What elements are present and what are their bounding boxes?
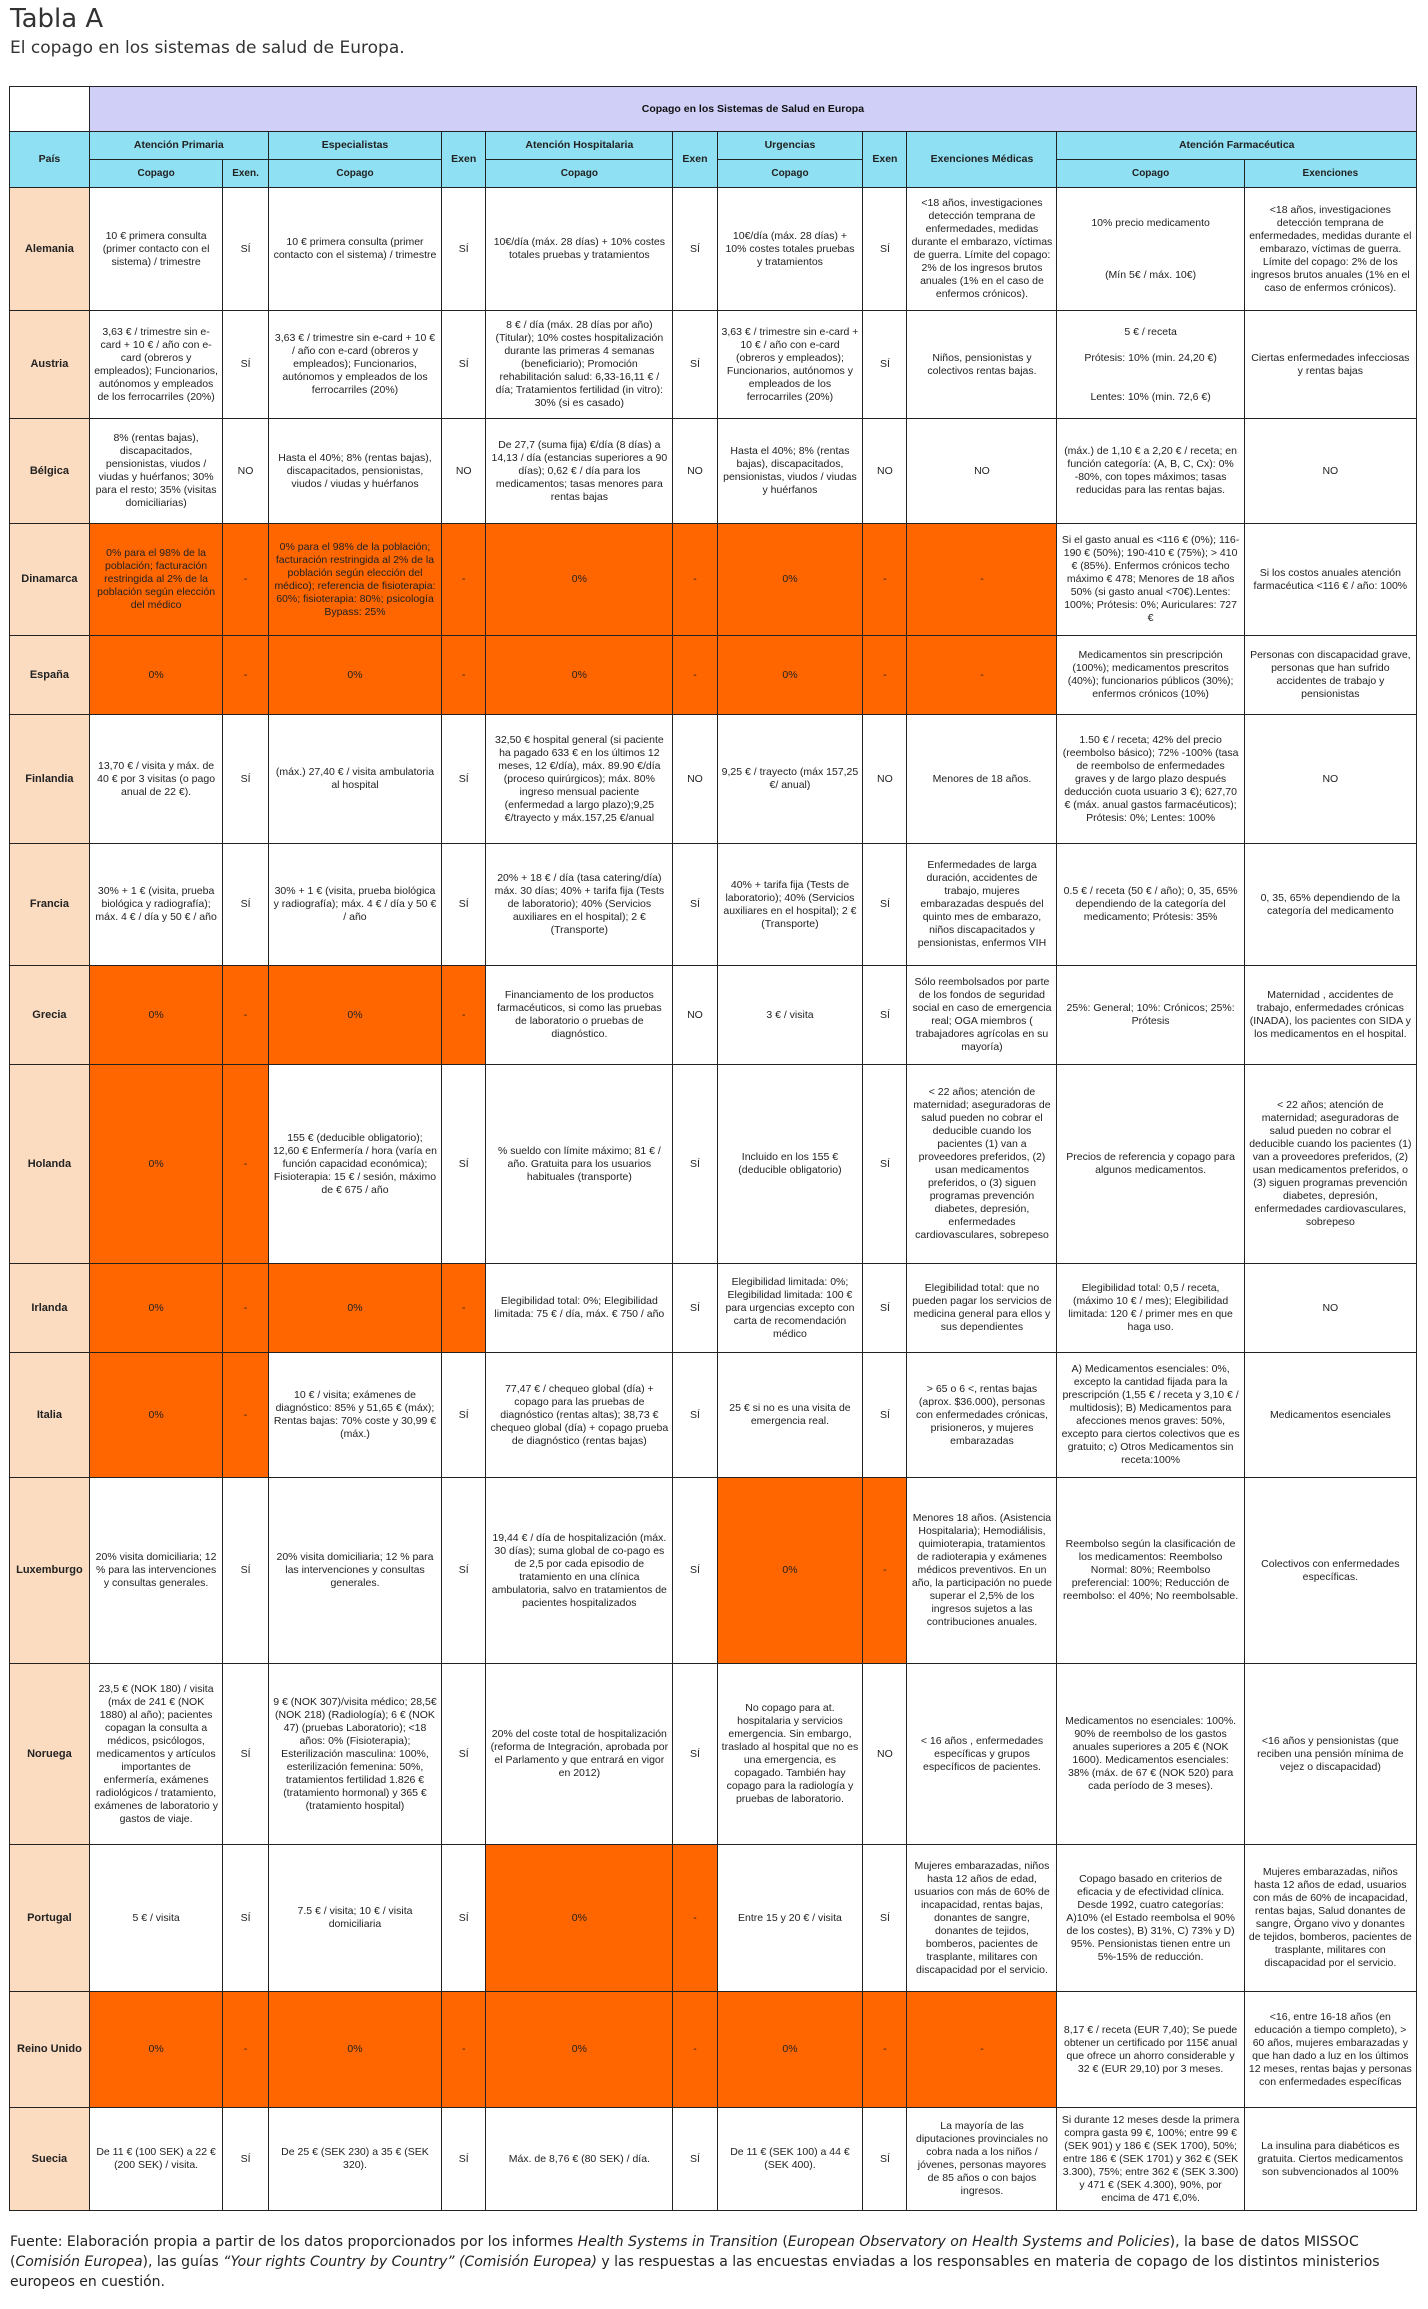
table-row bbox=[10, 524, 1417, 636]
exenciones-medicas-cell: Menores de 18 años. bbox=[907, 715, 1057, 844]
exenciones-medicas-cell: NO bbox=[907, 419, 1057, 524]
country-cell: Alemania bbox=[10, 188, 90, 311]
exenciones-medicas-cell: Mujeres embarazadas, niños hasta 12 años de edad, usuarios con más de 60% de incapacidad, rentas bajas, donantes de sangre, donantes de tejidos, bomberos, pacientes de trasplante, militares con discapacidad por el servicio. bbox=[907, 1845, 1057, 1992]
hospitalaria-copago-cell: 0% bbox=[486, 1845, 673, 1992]
hospitalaria-copago-cell: Elegibilidad total: 0%; Elegibilidad limitada: 75 € / día, máx. € 750 / año bbox=[486, 1264, 673, 1353]
farmaceutica-exenciones-cell: Mujeres embarazadas, niños hasta 12 años de edad, usuarios con más de 60% de incapacidad, rentas bajas, Salud donantes de sangre, Órgano vivo y donantes de tejidos, bomberos, pacientes de trasplante, militares con discapacidad por el servicio. bbox=[1244, 1845, 1416, 1992]
primaria-exen-cell: SÍ bbox=[223, 188, 268, 311]
especialistas-copago-cell: 10 € primera consulta (primer contacto con el sistema) / trimestre bbox=[268, 188, 441, 311]
urgencias-exen-cell: SÍ bbox=[863, 188, 907, 311]
country-cell: Grecia bbox=[10, 966, 90, 1065]
country-cell: Holanda bbox=[10, 1065, 90, 1264]
section-header-especialistas: Especialistas bbox=[268, 132, 441, 160]
farmaceutica-exenciones-cell: < 22 años; atención de maternidad; aseguradoras de salud pueden no cobrar el deducible cuando los pacientes (1) van a proveedores preferidos, (2) usan medicamentos preferidos, o (3) siguen programas prevención diabetes, depresión, enfermedades cardiovasculares, sobrepeso bbox=[1244, 1065, 1416, 1264]
primaria-exen-cell: - bbox=[223, 1992, 268, 2108]
sub-header-copago: Copago bbox=[1057, 160, 1244, 188]
especialistas-exen-cell: SÍ bbox=[442, 715, 486, 844]
farmaceutica-exenciones-cell: NO bbox=[1244, 1264, 1416, 1353]
primaria-exen-cell: SÍ bbox=[223, 844, 268, 966]
hospitalaria-exen-cell: - bbox=[673, 636, 717, 715]
primaria-copago-cell: De 11 € (100 SEK) a 22 € (200 SEK) / visita. bbox=[89, 2108, 223, 2211]
farmaceutica-copago-cell: 25%: General; 10%: Crónicos; 25%: Prótesis bbox=[1057, 966, 1244, 1065]
country-cell: Dinamarca bbox=[10, 524, 90, 636]
primaria-copago-cell: 0% para el 98% de la población; facturación restringida al 2% de la población según elección del médico bbox=[89, 524, 223, 636]
country-cell: Luxemburgo bbox=[10, 1478, 90, 1664]
hospitalaria-copago-cell: 0% bbox=[486, 636, 673, 715]
farmaceutica-copago-cell: Medicamentos no esenciales: 100%. 90% de reembolso de los gastos anuales superiores a 205 € (NOK 1600). Medicamentos esenciales: 38% (máx. de 67 € (NOK 520) para cada período de 3 meses). bbox=[1057, 1664, 1244, 1845]
country-cell: Finlandia bbox=[10, 715, 90, 844]
primaria-copago-cell: 8% (rentas bajas), discapacitados, pensionistas, viudos / viudas y huérfanos; 30% para el resto; 35% (visitas domiciliarias) bbox=[89, 419, 223, 524]
exenciones-medicas-cell: > 65 o 6 <, rentas bajas (aprox. $36.000), personas con enfermedades crónicas, prisioneros, y mujeres embarazadas bbox=[907, 1353, 1057, 1478]
especialistas-exen-cell: SÍ bbox=[442, 1065, 486, 1264]
table-row bbox=[10, 1664, 1417, 1845]
hospitalaria-exen-cell: SÍ bbox=[673, 1065, 717, 1264]
urgencias-copago-cell: 0% bbox=[717, 524, 863, 636]
farmaceutica-copago-cell: 0.5 € / receta (50 € / año); 0, 35, 65% dependiendo de la categoría del medicamento; Prótesis: 35% bbox=[1057, 844, 1244, 966]
especialistas-copago-cell: 155 € (deducible obligatorio); 12,60 € Enfermería / hora (varía en función capacidad económica); Fisioterapia: 15 € / sesión, máximo de € 675 / año bbox=[268, 1065, 441, 1264]
hospitalaria-copago-cell: 19,44 € / día de hospitalización (máx. 30 días); suma global de co-pago es de 2,5 por cada episodio de tratamiento en una clínica ambulatoria, salvo en tratamientos de pacientes hospitalizados bbox=[486, 1478, 673, 1664]
country-cell: España bbox=[10, 636, 90, 715]
section-header-exenciones-medicas: Exenciones Médicas bbox=[907, 132, 1057, 188]
section-header-hospitalaria: Atención Hospitalaria bbox=[486, 132, 673, 160]
primaria-copago-cell: 0% bbox=[89, 1353, 223, 1478]
hospitalaria-exen-cell: SÍ bbox=[673, 844, 717, 966]
primaria-copago-cell: 0% bbox=[89, 636, 223, 715]
exenciones-medicas-cell: Elegibilidad total: que no pueden pagar los servicios de medicina general para ellos y sus dependientes bbox=[907, 1264, 1057, 1353]
exenciones-medicas-cell: Menores 18 años. (Asistencia Hospitalaria); Hemodiálisis, quimioterapia, tratamientos de radioterapia y exámenes médicos preventivos. En un año, la participación no puede superar el 2,5% de los ingresos sujetos a las contribuciones anuales. bbox=[907, 1478, 1057, 1664]
hospitalaria-copago-cell: 8 € / día (máx. 28 días por año) (Titular); 10% costes hospitalización durante las primeras 4 semanas (beneficiario); Promoción rehabilitación salud: 6,33-16,11 € / día; Tratamientos fertilidad (in vitro): 30% (si es casado) bbox=[486, 311, 673, 419]
especialistas-copago-cell: 0% bbox=[268, 1264, 441, 1353]
farmaceutica-copago-cell: Precios de referencia y copago para algunos medicamentos. bbox=[1057, 1065, 1244, 1264]
farmaceutica-exenciones-cell: <16, entre 16-18 años (en educación a tiempo completo), > 60 años, mujeres embarazadas y que han dado a luz en los últimos 12 meses, rentas bajas y personas con enfermedades específicas bbox=[1244, 1992, 1416, 2108]
primaria-copago-cell: 23,5 € (NOK 180) / visita (máx de 241 € (NOK 1880) al año); pacientes copagan la consulta a médicos, psicólogos, medicamentos y artículos importantes de enfermería, exámenes radiológicos / tratamiento, exámenes de laboratorio y gastos de viaje. bbox=[89, 1664, 223, 1845]
urgencias-copago-cell: Hasta el 40%; 8% (rentas bajas), discapacitados, pensionistas, viudos / viudas y huérfanos bbox=[717, 419, 863, 524]
farmaceutica-exenciones-cell: La insulina para diabéticos es gratuita. Ciertos medicamentos son subvencionados al 100% bbox=[1244, 2108, 1416, 2211]
hospitalaria-copago-cell: 77,47 € / chequeo global (día) + copago para las pruebas de diagnóstico (rentas altas); 38,73 € chequeo global (día) + copago prueba de diagnóstico (rentas bajas) bbox=[486, 1353, 673, 1478]
table-row bbox=[10, 2108, 1417, 2211]
footnote-text: y las respuestas a las encuestas enviadas a los responsables en materia de copago de los distintos ministerios europeos en cuestión. bbox=[10, 2254, 1380, 2290]
sub-header-exenciones: Exenciones bbox=[1244, 160, 1416, 188]
table-row bbox=[10, 1264, 1417, 1353]
primaria-exen-cell: - bbox=[223, 524, 268, 636]
especialistas-copago-cell: 20% visita domiciliaria; 12 % para las intervenciones y consultas generales. bbox=[268, 1478, 441, 1664]
especialistas-copago-cell: Hasta el 40%; 8% (rentas bajas), discapacitados, pensionistas, viudos / viudas y huérfanos bbox=[268, 419, 441, 524]
especialistas-copago-cell: 0% bbox=[268, 1992, 441, 2108]
urgencias-exen-cell: - bbox=[863, 524, 907, 636]
exenciones-medicas-cell: Sólo reembolsados por parte de los fondos de seguridad social en caso de emergencia real; OGA miembros ( trabajadores agrícolas en su mayoría) bbox=[907, 966, 1057, 1065]
especialistas-copago-cell: 0% bbox=[268, 966, 441, 1065]
farmaceutica-copago-cell: Elegibilidad total: 0,5 / receta, (máximo 10 € / mes); Elegibilidad limitada: 120 € / primer mes en que haga uso. bbox=[1057, 1264, 1244, 1353]
farmaceutica-exenciones-cell: Si los costos anuales atención farmacéutica <116 € / año: 100% bbox=[1244, 524, 1416, 636]
urgencias-copago-cell: 9,25 € / trayecto (máx 157,25 €/ anual) bbox=[717, 715, 863, 844]
primaria-exen-cell: NO bbox=[223, 419, 268, 524]
especialistas-exen-cell: SÍ bbox=[442, 1845, 486, 1992]
farmaceutica-copago-cell: 10% precio medicamento (Mín 5€ / máx. 10€) bbox=[1057, 188, 1244, 311]
exen-header-hospitalaria: Exen bbox=[673, 132, 717, 188]
table-row bbox=[10, 419, 1417, 524]
primaria-copago-cell: 3,63 € / trimestre sin e-card + 10 € / año con e-card (obreros y empleados); Funcionarios, autónomos y empleados de los ferrocarriles (20%) bbox=[89, 311, 223, 419]
hospitalaria-exen-cell: SÍ bbox=[673, 1664, 717, 1845]
table-row bbox=[10, 1845, 1417, 1992]
farmaceutica-exenciones-cell: Colectivos con enfermedades específicas. bbox=[1244, 1478, 1416, 1664]
exenciones-medicas-cell: - bbox=[907, 1992, 1057, 2108]
exenciones-medicas-cell: <18 años, investigaciones detección temprana de enfermedades, medidas durante el embarazo, víctimas de guerra. Límite del copago: 2% de los ingresos brutos anuales (1% en el caso de enfermos crónicos). bbox=[907, 188, 1057, 311]
table-row bbox=[10, 1992, 1417, 2108]
footnote-source: “Your rights Country by Country” (Comisión Europea) bbox=[223, 2254, 597, 2270]
farmaceutica-exenciones-cell: NO bbox=[1244, 715, 1416, 844]
exenciones-medicas-cell: Niños, pensionistas y colectivos rentas bajas. bbox=[907, 311, 1057, 419]
urgencias-exen-cell: SÍ bbox=[863, 1845, 907, 1992]
farmaceutica-exenciones-cell: Medicamentos esenciales bbox=[1244, 1353, 1416, 1478]
country-cell: Reino Unido bbox=[10, 1992, 90, 2108]
super-header-row bbox=[10, 87, 1417, 132]
farmaceutica-exenciones-cell: Personas con discapacidad grave, personas que han sufrido accidentes de trabajo y pensionistas bbox=[1244, 636, 1416, 715]
hospitalaria-copago-cell: 10€/día (máx. 28 días) + 10% costes totales pruebas y tratamientos bbox=[486, 188, 673, 311]
urgencias-exen-cell: SÍ bbox=[863, 1065, 907, 1264]
primaria-exen-cell: - bbox=[223, 636, 268, 715]
section-header-farmaceutica: Atención Farmacéutica bbox=[1057, 132, 1417, 160]
especialistas-copago-cell: 10 € / visita; exámenes de diagnóstico: 85% y 51,65 € (máx); Rentas bajas: 70% coste y 30,99 € (máx.) bbox=[268, 1353, 441, 1478]
primaria-exen-cell: SÍ bbox=[223, 1478, 268, 1664]
especialistas-copago-cell: 9 € (NOK 307)/visita médico; 28,5€(NOK 218) (Radiología); 6 € (NOK 47) (pruebas Laboratorio); <18 años: 0% (Fisioterapia); Esterilización masculina: 100%, esterilización femenina: 50%, tratamientos fertilidad 1.826 € (tratamiento hormonal) y 365 € (tratamiento hospital) bbox=[268, 1664, 441, 1845]
farmaceutica-exenciones-cell: 0, 35, 65% dependiendo de la categoría del medicamento bbox=[1244, 844, 1416, 966]
table-row bbox=[10, 844, 1417, 966]
especialistas-exen-cell: - bbox=[442, 1264, 486, 1353]
especialistas-exen-cell: SÍ bbox=[442, 1478, 486, 1664]
especialistas-copago-cell: 30% + 1 € (visita, prueba biológica y radiografía); máx. 4 € / día y 50 € / año bbox=[268, 844, 441, 966]
farmaceutica-copago-cell: Si durante 12 meses desde la primera compra gasta 99 €, 100%; entre 99 € (SEK 901) y 186 € (SEK 1700), 50%; entre 186 € (SEK 1701) y 362 € (SEK 3.300), 75%; entre 362 € (SEK 3.300) y 471 € (SEK 4.300), 90%, por encima de 471 €,0%. bbox=[1057, 2108, 1244, 2211]
exen-header-especialistas: Exen bbox=[442, 132, 486, 188]
especialistas-copago-cell: 3,63 € / trimestre sin e-card + 10 € / año con e-card (obreros y empleados); Funcionarios, autónomos y empleados de los ferrocarriles (20%) bbox=[268, 311, 441, 419]
primaria-exen-cell: SÍ bbox=[223, 311, 268, 419]
hospitalaria-copago-cell: 32,50 € hospital general (si paciente ha pagado 633 € en los últimos 12 meses, 12 €/día), máx. 89.90 €/día (proceso quirúrgicos); máx. 80% ingreso mensual paciente (enfermedad a largo plazo);9,25 €/trayecto y máx.157,25 €/anual bbox=[486, 715, 673, 844]
farmaceutica-copago-cell: 1.50 € / receta; 42% del precio (reembolso básico); 72% -100% (tasa de reembolso de enfermedades graves y de largo plazo después deducción cuota usuario 3 €); 627,70 € (máx. anual gastos farmacéuticos); Prótesis: 0%; Lentes: 100% bbox=[1057, 715, 1244, 844]
especialistas-copago-cell: De 25 € (SEK 230) a 35 € (SEK 320). bbox=[268, 2108, 441, 2211]
corner-cell bbox=[10, 87, 90, 132]
section-header-urgencias: Urgencias bbox=[717, 132, 863, 160]
primaria-copago-cell: 0% bbox=[89, 966, 223, 1065]
table-row bbox=[10, 715, 1417, 844]
sub-header-copago: Copago bbox=[268, 160, 441, 188]
hospitalaria-copago-cell: 20% del coste total de hospitalización (reforma de Integración, aprobada por el Parlamento y que entrará en vigor en 2012) bbox=[486, 1664, 673, 1845]
footnote-source: European Observatory on Health Systems and Policies bbox=[787, 2234, 1170, 2250]
sub-header-copago: Copago bbox=[89, 160, 223, 188]
hospitalaria-exen-cell: NO bbox=[673, 715, 717, 844]
urgencias-copago-cell: No copago para at. hospitalaria y servicios emergencia. Sin embargo, traslado al hospital que no es una emergencia, es copagado. También hay copago para la radiología y pruebas de laboratorio. bbox=[717, 1664, 863, 1845]
especialistas-exen-cell: SÍ bbox=[442, 1664, 486, 1845]
farmaceutica-copago-cell: 8,17 € / receta (EUR 7,40); Se puede obtener un certificado por 115€ anual que ofrece un ahorro considerable y 32 € (EUR 29,10) por 3 meses. bbox=[1057, 1992, 1244, 2108]
especialistas-exen-cell: - bbox=[442, 636, 486, 715]
copago-table bbox=[9, 86, 1417, 2211]
primaria-copago-cell: 0% bbox=[89, 1065, 223, 1264]
especialistas-copago-cell: (máx.) 27,40 € / visita ambulatoria al hospital bbox=[268, 715, 441, 844]
farmaceutica-copago-cell: A) Medicamentos esenciales: 0%, excepto la cantidad fijada para la prescripción (1,55 € / receta y 3,10 € / multidosis); B) Medicamentos para afecciones menos graves: 50%, excepto para ciertos colectivos que es gratuito; c) Otros Medicamentos sin receta:100% bbox=[1057, 1353, 1244, 1478]
farmaceutica-exenciones-cell: NO bbox=[1244, 419, 1416, 524]
country-cell: Noruega bbox=[10, 1664, 90, 1845]
urgencias-exen-cell: SÍ bbox=[863, 1353, 907, 1478]
country-cell: Suecia bbox=[10, 2108, 90, 2211]
hospitalaria-exen-cell: - bbox=[673, 524, 717, 636]
primaria-exen-cell: SÍ bbox=[223, 1845, 268, 1992]
table-subtitle: El copago en los sistemas de salud de Europa. bbox=[10, 38, 405, 58]
urgencias-copago-cell: 0% bbox=[717, 1478, 863, 1664]
hospitalaria-copago-cell: % sueldo con límite máximo; 81 € / año. Gratuita para los usuarios habituales (transporte) bbox=[486, 1065, 673, 1264]
especialistas-exen-cell: - bbox=[442, 524, 486, 636]
especialistas-copago-cell: 0% bbox=[268, 636, 441, 715]
farmaceutica-copago-cell: Si el gasto anual es <116 € (0%); 116-190 € (50%); 190-410 € (75%); > 410 € (85%). Enfermos crónicos techo máximo € 478; Menores de 18 años 50% (si gasto anual <70€).Lentes: 100%; Prótesis: 0%; Auriculares: 727 € bbox=[1057, 524, 1244, 636]
especialistas-copago-cell: 7.5 € / visita; 10 € / visita domiciliaria bbox=[268, 1845, 441, 1992]
especialistas-exen-cell: - bbox=[442, 966, 486, 1065]
primaria-copago-cell: 20% visita domiciliaria; 12 % para las intervenciones y consultas generales. bbox=[89, 1478, 223, 1664]
hospitalaria-exen-cell: - bbox=[673, 1992, 717, 2108]
urgencias-copago-cell: Incluido en los 155 € (deducible obligatorio) bbox=[717, 1065, 863, 1264]
especialistas-copago-cell: 0% para el 98% de la población; facturación restringida al 2% de la población según elección del médico); referencia de fisioterapia: 60%; fisioterapia: 80%; psicología Bypass: 25% bbox=[268, 524, 441, 636]
urgencias-exen-cell: NO bbox=[863, 715, 907, 844]
especialistas-exen-cell: SÍ bbox=[442, 311, 486, 419]
especialistas-exen-cell: SÍ bbox=[442, 844, 486, 966]
copago-table-container bbox=[9, 86, 1417, 2211]
table-title: Tabla A bbox=[10, 4, 104, 34]
urgencias-copago-cell: 10€/día (máx. 28 días) + 10% costes totales pruebas y tratamientos bbox=[717, 188, 863, 311]
urgencias-copago-cell: Elegibilidad limitada: 0%; Elegibilidad limitada: 100 € para urgencias excepto con carta de recomendación médico bbox=[717, 1264, 863, 1353]
country-cell: Francia bbox=[10, 844, 90, 966]
farmaceutica-exenciones-cell: Maternidad , accidentes de trabajo, enfermedades crónicas (INADA), los pacientes con SIDA y los medicamentos en el hospital. bbox=[1244, 966, 1416, 1065]
primaria-exen-cell: - bbox=[223, 966, 268, 1065]
hospitalaria-exen-cell: NO bbox=[673, 966, 717, 1065]
section-header-row bbox=[10, 132, 1417, 160]
urgencias-copago-cell: 3 € / visita bbox=[717, 966, 863, 1065]
hospitalaria-copago-cell: 20% + 18 € / día (tasa catering/día) máx. 30 días; 40% + tarifa fija (Tests de laboratorio); 40% (Servicios auxiliares en el hospital); 2 € (Transporte) bbox=[486, 844, 673, 966]
especialistas-exen-cell: SÍ bbox=[442, 1353, 486, 1478]
urgencias-copago-cell: 25 € si no es una visita de emergencia real. bbox=[717, 1353, 863, 1478]
especialistas-exen-cell: NO bbox=[442, 419, 486, 524]
country-cell: Irlanda bbox=[10, 1264, 90, 1353]
urgencias-copago-cell: De 11 € (SEK 100) a 44 € (SEK 400). bbox=[717, 2108, 863, 2211]
exenciones-medicas-cell: < 22 años; atención de maternidad; aseguradoras de salud pueden no cobrar el deducible cuando los pacientes (1) van a proveedores preferidos, (2) usan medicamentos preferidos, o (3) siguen programas prevención diabetes, depresión, enfermedades cardiovasculares, sobrepeso bbox=[907, 1065, 1057, 1264]
hospitalaria-copago-cell: De 27,7 (suma fija) €/día (8 días) a 14,13 / día (estancias superiores a 90 días); 0,62 € / día para los medicamentos; tasas menores para rentas bajas bbox=[486, 419, 673, 524]
primaria-copago-cell: 30% + 1 € (visita, prueba biológica y radiografía); máx. 4 € / día y 50 € / año bbox=[89, 844, 223, 966]
hospitalaria-exen-cell: SÍ bbox=[673, 1353, 717, 1478]
footnote-source: Health Systems in Transition bbox=[577, 2234, 778, 2250]
hospitalaria-copago-cell: 0% bbox=[486, 524, 673, 636]
urgencias-copago-cell: 0% bbox=[717, 636, 863, 715]
footnote-text: ), la base de datos MISSOC ( bbox=[10, 2234, 1359, 2270]
table-row bbox=[10, 311, 1417, 419]
primaria-copago-cell: 13,70 € / visita y máx. de 40 € por 3 visitas (o pago anual de 22 €). bbox=[89, 715, 223, 844]
especialistas-exen-cell: - bbox=[442, 1992, 486, 2108]
exen-header-urgencias: Exen bbox=[863, 132, 907, 188]
footnote-text: ), las guías bbox=[142, 2254, 224, 2270]
hospitalaria-exen-cell: - bbox=[673, 1845, 717, 1992]
super-header: Copago en los Sistemas de Salud en Europa bbox=[89, 87, 1416, 132]
farmaceutica-copago-cell: 5 € / receta Prótesis: 10% (min. 24,20 €) Lentes: 10% (min. 72,6 €) bbox=[1057, 311, 1244, 419]
table-row bbox=[10, 1478, 1417, 1664]
farmaceutica-exenciones-cell: <16 años y pensionistas (que reciben una pensión mínima de vejez o discapacidad) bbox=[1244, 1664, 1416, 1845]
hospitalaria-exen-cell: SÍ bbox=[673, 2108, 717, 2211]
hospitalaria-exen-cell: SÍ bbox=[673, 311, 717, 419]
primaria-copago-cell: 0% bbox=[89, 1264, 223, 1353]
table-row bbox=[10, 188, 1417, 311]
footnote-text: ( bbox=[777, 2234, 788, 2250]
farmaceutica-copago-cell: Copago basado en criterios de eficacia y de efectividad clínica. Desde 1992, cuatro categorías: A)10% (el Estado reembolsa el 90% de los costes), B) 31%, C) 73% y D) 95%. Pensionistas tienen entre un 5%-15% de reducción. bbox=[1057, 1845, 1244, 1992]
footnote-text: Fuente: Elaboración propia a partir de los datos proporcionados por los informes bbox=[10, 2234, 578, 2250]
hospitalaria-exen-cell: SÍ bbox=[673, 1478, 717, 1664]
primaria-exen-cell: SÍ bbox=[223, 715, 268, 844]
source-footnote bbox=[10, 2232, 1400, 2292]
hospitalaria-copago-cell: 0% bbox=[486, 1992, 673, 2108]
table-row bbox=[10, 1353, 1417, 1478]
farmaceutica-copago-cell: (máx.) de 1,10 € a 2,20 € / receta; en función categoría: (A, B, C, Cx): 0% -80%, con topes máximos; tasas reducidas para las rentas bajas. bbox=[1057, 419, 1244, 524]
country-cell: Italia bbox=[10, 1353, 90, 1478]
primaria-exen-cell: SÍ bbox=[223, 2108, 268, 2211]
farmaceutica-exenciones-cell: Ciertas enfermedades infecciosas y rentas bajas bbox=[1244, 311, 1416, 419]
hospitalaria-copago-cell: Máx. de 8,76 € (80 SEK) / día. bbox=[486, 2108, 673, 2211]
primaria-exen-cell: - bbox=[223, 1065, 268, 1264]
urgencias-exen-cell: SÍ bbox=[863, 1264, 907, 1353]
urgencias-exen-cell: - bbox=[863, 1478, 907, 1664]
table-body bbox=[10, 188, 1417, 2211]
urgencias-exen-cell: - bbox=[863, 636, 907, 715]
especialistas-exen-cell: SÍ bbox=[442, 188, 486, 311]
footnote-source: Comisión Europea bbox=[15, 2254, 143, 2270]
urgencias-exen-cell: SÍ bbox=[863, 311, 907, 419]
urgencias-exen-cell: SÍ bbox=[863, 2108, 907, 2211]
exenciones-medicas-cell: - bbox=[907, 524, 1057, 636]
urgencias-copago-cell: Entre 15 y 20 € / visita bbox=[717, 1845, 863, 1992]
table-row bbox=[10, 1065, 1417, 1264]
country-cell: Portugal bbox=[10, 1845, 90, 1992]
primaria-exen-cell: - bbox=[223, 1353, 268, 1478]
hospitalaria-exen-cell: SÍ bbox=[673, 1264, 717, 1353]
farmaceutica-exenciones-cell: <18 años, investigaciones detección temprana de enfermedades, medidas durante el embarazo, víctimas de guerra. Límite del copago: 2% de los ingresos brutos anuales (1% en el caso de enfermos crónicos). bbox=[1244, 188, 1416, 311]
primaria-copago-cell: 10 € primera consulta (primer contacto con el sistema) / trimestre bbox=[89, 188, 223, 311]
section-header-primaria: Atención Primaria bbox=[89, 132, 268, 160]
hospitalaria-exen-cell: SÍ bbox=[673, 188, 717, 311]
urgencias-copago-cell: 40% + tarifa fija (Tests de laboratorio); 40% (Servicios auxiliares en el hospital); 2 € (Transporte) bbox=[717, 844, 863, 966]
pais-header: País bbox=[10, 132, 90, 188]
primaria-exen-cell: SÍ bbox=[223, 1664, 268, 1845]
sub-header-copago: Copago bbox=[486, 160, 673, 188]
table-row bbox=[10, 966, 1417, 1065]
especialistas-exen-cell: SÍ bbox=[442, 2108, 486, 2211]
urgencias-exen-cell: NO bbox=[863, 1664, 907, 1845]
urgencias-exen-cell: SÍ bbox=[863, 844, 907, 966]
urgencias-exen-cell: SÍ bbox=[863, 966, 907, 1065]
urgencias-exen-cell: NO bbox=[863, 419, 907, 524]
exenciones-medicas-cell: La mayoría de las diputaciones provinciales no cobra nada a los niños / jóvenes, personas mayores de 85 años o con bajos ingresos. bbox=[907, 2108, 1057, 2211]
farmaceutica-copago-cell: Reembolso según la clasificación de los medicamentos: Reembolso Normal: 80%; Reembolso preferencial: 100%; Reducción de reembolso: el 40%; No reembolsable. bbox=[1057, 1478, 1244, 1664]
sub-header-exen: Exen. bbox=[223, 160, 268, 188]
exenciones-medicas-cell: - bbox=[907, 636, 1057, 715]
exenciones-medicas-cell: < 16 años , enfermedades específicas y grupos específicos de pacientes. bbox=[907, 1664, 1057, 1845]
primaria-exen-cell: - bbox=[223, 1264, 268, 1353]
primaria-copago-cell: 5 € / visita bbox=[89, 1845, 223, 1992]
hospitalaria-exen-cell: NO bbox=[673, 419, 717, 524]
urgencias-exen-cell: - bbox=[863, 1992, 907, 2108]
country-cell: Austria bbox=[10, 311, 90, 419]
country-cell: Bélgica bbox=[10, 419, 90, 524]
farmaceutica-copago-cell: Medicamentos sin prescripción (100%); medicamentos prescritos (40%); funcionarios públicos (30%); enfermos crónicos (10%) bbox=[1057, 636, 1244, 715]
hospitalaria-copago-cell: Financiamento de los productos farmacéuticos, si como las pruebas de laboratorio o pruebas de diagnóstico. bbox=[486, 966, 673, 1065]
urgencias-copago-cell: 3,63 € / trimestre sin e-card + 10 € / año con e-card (obreros y empleados); Funcionarios, autónomos y empleados de los ferrocarriles (20%) bbox=[717, 311, 863, 419]
exenciones-medicas-cell: Enfermedades de larga duración, accidentes de trabajo, mujeres embarazadas después del quinto mes de embarazo, niños discapacitados y pensionistas, enfermos VIH bbox=[907, 844, 1057, 966]
sub-header-copago: Copago bbox=[717, 160, 863, 188]
urgencias-copago-cell: 0% bbox=[717, 1992, 863, 2108]
table-row bbox=[10, 636, 1417, 715]
primaria-copago-cell: 0% bbox=[89, 1992, 223, 2108]
